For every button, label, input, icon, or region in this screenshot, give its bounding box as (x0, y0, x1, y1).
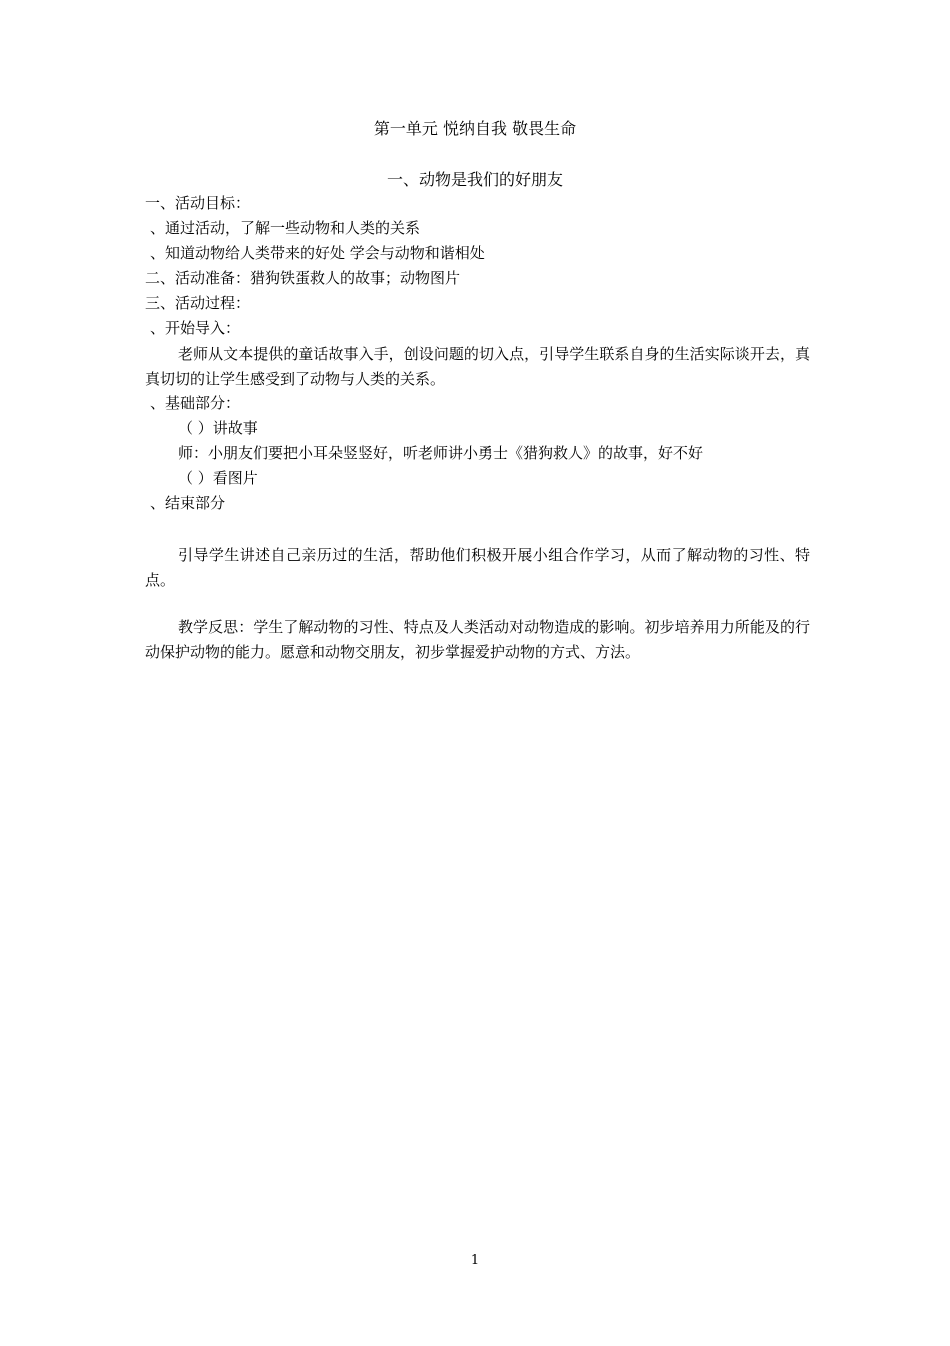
intro-section-heading: 、开始导入： (150, 319, 241, 337)
unit-title: 第一单元 悦纳自我 敬畏生命 (373, 119, 577, 138)
intro-paragraph: 老师从文本提供的童话故事入手，创设问题的切入点，引导学生联系自身的生活实际谈开去，真真切切的让学生感受到了动物与人类的关系。 (145, 345, 810, 388)
lesson-title: 一、动物是我们的好朋友 (386, 170, 563, 189)
goal-item-1: 、通过活动，了解一些动物和人类的关系 (150, 219, 421, 237)
page-number: 1 (470, 1253, 480, 1268)
goal-item-2: 、知道动物给人类带来的好处 学会与动物和谐相处 (150, 244, 485, 262)
teacher-line: 师：小朋友们要把小耳朵竖竖好，听老师讲小勇士《猎狗救人》的故事，好不好 (178, 444, 704, 462)
activity-goals-heading: 一、活动目标： (145, 194, 251, 212)
activity-process-heading: 三、活动过程： (145, 294, 251, 312)
reflection-paragraph: 教学反思：学生了解动物的习性、特点及人类活动对动物造成的影响。初步培养用力所能及的行动保护动物的能力。愿意和动物交朋友，初步掌握爱护动物的方式、方法。 (145, 618, 810, 661)
story-item: （ ）讲故事 (178, 419, 258, 437)
basic-section-heading: 、基础部分： (150, 394, 241, 412)
guide-paragraph: 引导学生讲述自己亲历过的生活，帮助他们积极开展小组合作学习，从而了解动物的习性、特点。 (145, 546, 810, 589)
activity-preparation: 二、活动准备：猎狗铁蛋救人的故事；动物图片 (145, 269, 461, 287)
end-section-heading: 、结束部分 (150, 494, 226, 512)
picture-item: （ ）看图片 (178, 469, 258, 487)
